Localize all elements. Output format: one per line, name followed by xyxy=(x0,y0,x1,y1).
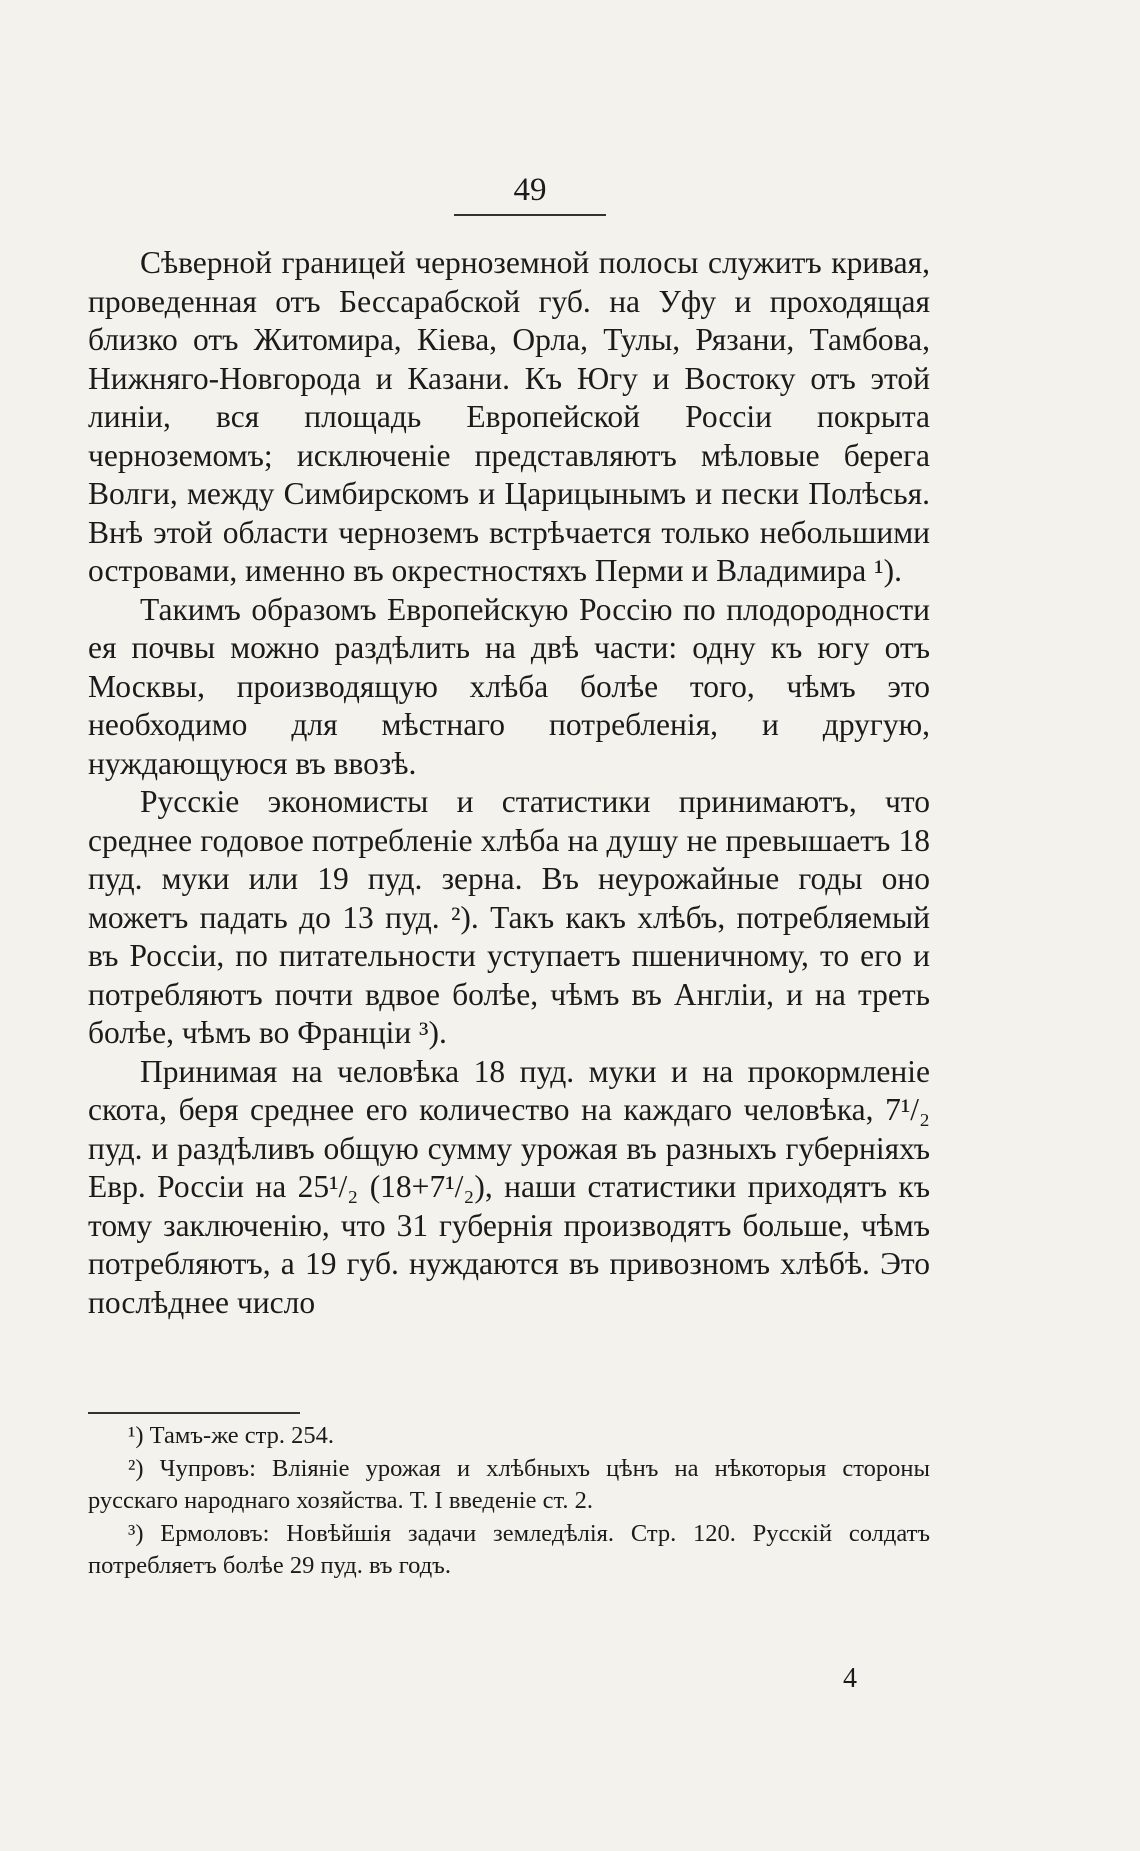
paragraph: Русскіе экономисты и статистики принимаютъ, что среднее годовое потребленіе хлѣба на душу не превышаетъ 18 пуд. муки или 19 пуд. зерна. Въ неурожайные годы оно можетъ падать до 13 пуд. ²). Такъ какъ хлѣбъ, потребляемый въ Россіи, по питательности уступаетъ пшеничному, то его и потребляютъ почти вдвое болѣе, чѣмъ въ Англіи, и на треть болѣе, чѣмъ во Франціи ³). xyxy=(88,784,930,1050)
signature-mark: 4 xyxy=(843,1663,857,1694)
header-rule xyxy=(454,214,606,216)
footnote: ²) Чупровъ: Вліяніе урожая и хлѣбныхъ цѣнъ на нѣкоторыя стороны русскаго народнаго хозяйства. Т. I введеніе ст. 2. xyxy=(88,1454,930,1514)
footnotes xyxy=(88,1420,930,1583)
paragraph: Такимъ образомъ Европейскую Россію по плодородности ея почвы можно раздѣлить на двѣ части: одну къ югу отъ Москвы, производящую хлѣба болѣе того, чѣмъ это необходимо для мѣстнаго потребленія, и другую, нуждающуюся въ ввозѣ. xyxy=(88,591,930,781)
page-number: 49 xyxy=(513,172,547,208)
footnote-rule xyxy=(88,1412,300,1414)
main-text xyxy=(88,244,930,1322)
paragraph: Принимая на человѣка 18 пуд. муки и на прокормленіе скота, беря среднее его количество на каждаго человѣка, 7¹/₂ пуд. и раздѣливъ общую сумму урожая въ разныхъ губерніяхъ Евр. Россіи на 25¹/₂ (18+7¹/₂), наши статистики приходятъ къ тому заключенію, что 31 губернія производятъ больше, чѣмъ потребляютъ, а 19 губ. нуждаются въ привозномъ хлѣбѣ. Это послѣднее число xyxy=(88,1053,930,1320)
paragraph: Сѣверной границей черноземной полосы служитъ кривая, проведенная отъ Бессарабской губ. на Уфу и проходящая близко отъ Житомира, Кіева, Орла, Тулы, Рязани, Тамбова, Нижняго-Новгорода и Казани. Къ Югу и Востоку отъ этой линіи, вся площадь Европейской Россіи покрыта черноземомъ; исключеніе представляютъ мѣловые берега Волги, между Симбирскомъ и Царицынымъ и пески Полѣсья. Внѣ этой области черноземъ встрѣчается только небольшими островами, именно въ окрестностяхъ Перми и Владимира ¹). xyxy=(88,245,930,588)
footnote: ³) Ермоловъ: Новѣйшія задачи земледѣлія. Стр. 120. Русскій солдатъ потребляетъ болѣе 29 пуд. въ годъ. xyxy=(88,1519,930,1579)
footnote: ¹) Тамъ-же стр. 254. xyxy=(128,1422,335,1449)
